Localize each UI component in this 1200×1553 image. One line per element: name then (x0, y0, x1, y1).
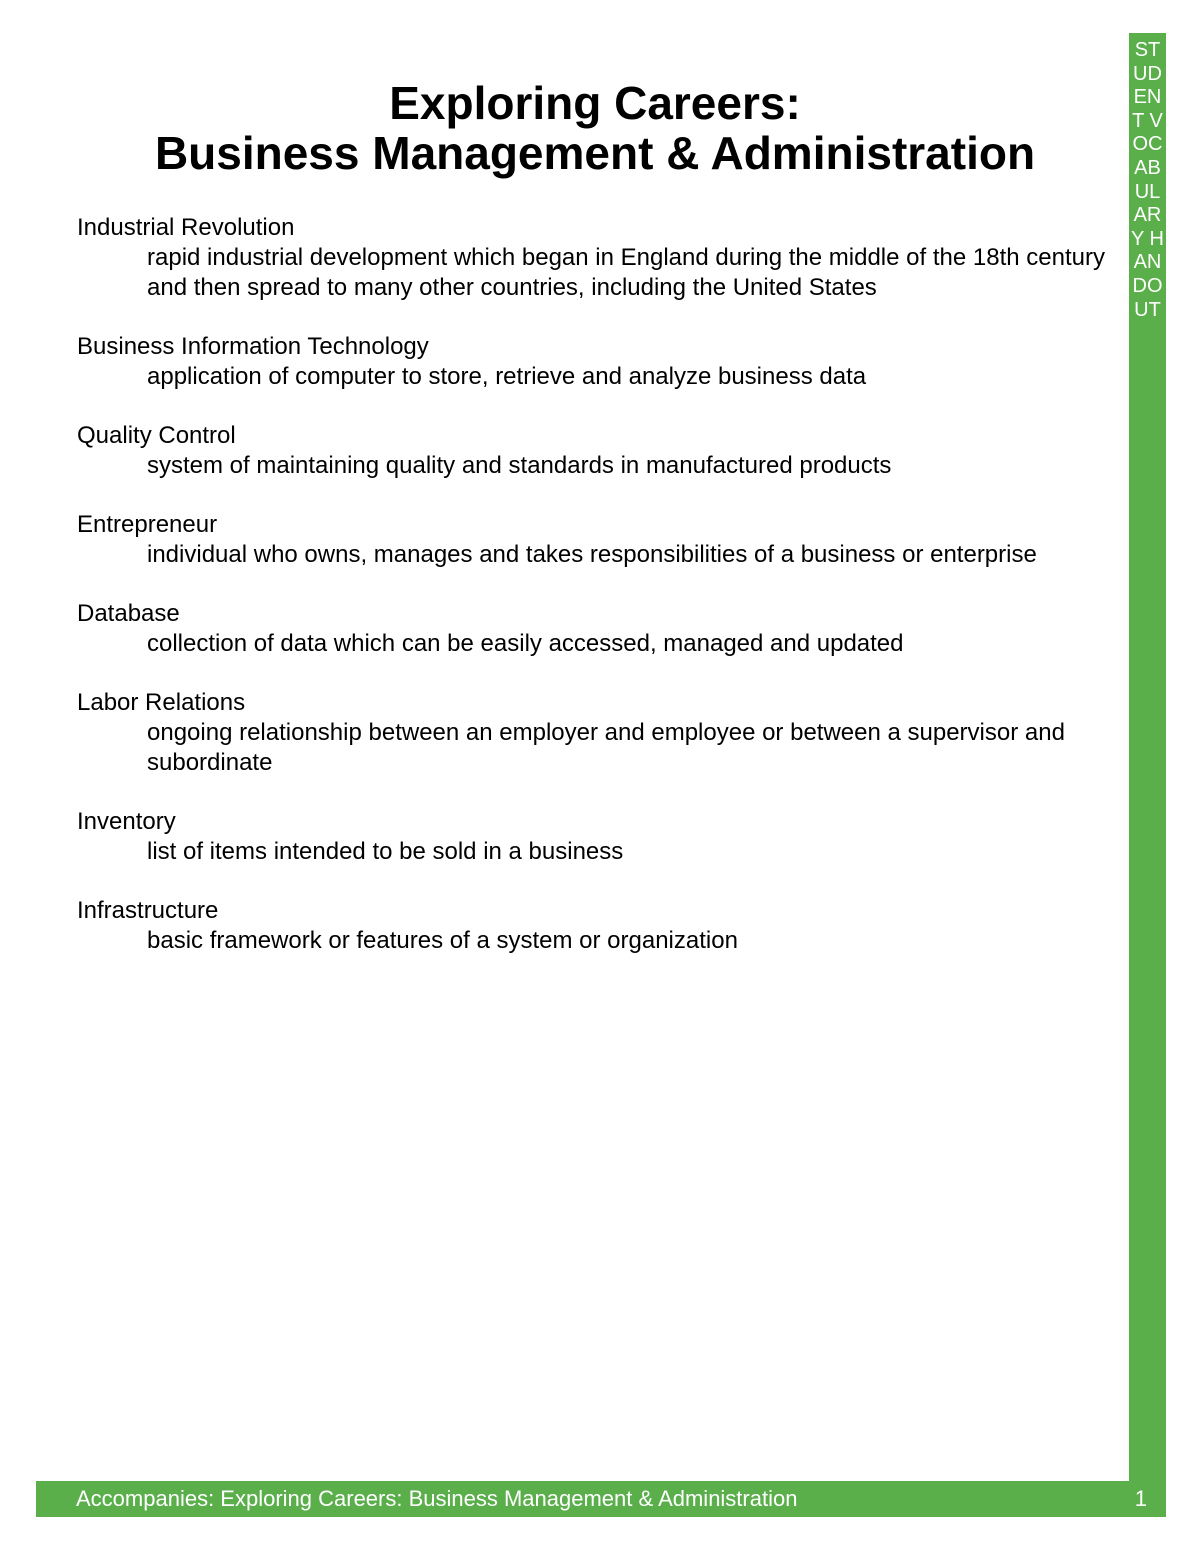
vocab-entry (77, 688, 1117, 778)
title-line-2: Business Management & Administration (154, 127, 1036, 179)
footer-bar (36, 1481, 1166, 1517)
page-title (40, 78, 1150, 178)
vocab-entry (77, 332, 1117, 392)
vocab-term: Business Information Technology (77, 333, 429, 360)
vocab-entry (77, 896, 1117, 956)
vocab-term: Entrepreneur (77, 511, 218, 538)
vocab-definition: system of maintaining quality and standards in manufactured products (147, 452, 892, 479)
footer-text: Accompanies: Exploring Careers: Business Management & Administration (76, 1486, 798, 1511)
vocab-entry (77, 213, 1117, 303)
sidebar-label: STUDENT VOCABULARY HANDOUT (1131, 39, 1164, 321)
vocab-definition: basic framework or features of a system or organization (147, 927, 738, 954)
page-number: 1 (1134, 1486, 1147, 1511)
vocab-term: Quality Control (77, 422, 236, 449)
title-line-1: Exploring Careers: (389, 77, 801, 129)
vocab-definition: collection of data which can be easily accessed, managed and updated (147, 630, 904, 657)
vocab-term: Infrastructure (77, 897, 219, 924)
vocab-entry (77, 807, 1117, 867)
vocab-entry (77, 599, 1117, 659)
vocab-entry (77, 510, 1117, 570)
vocab-definition: individual who owns, manages and takes responsibilities of a business or enterprise (147, 541, 1037, 568)
vocab-definition: rapid industrial development which began in England during the middle of the 18th century and then spread to many other countries, including the United States (147, 244, 1105, 301)
vocab-definition: application of computer to store, retrieve and analyze business data (147, 363, 867, 390)
vocab-term: Labor Relations (77, 689, 246, 716)
vocab-definition: ongoing relationship between an employer and employee or between a supervisor and subordinate (147, 719, 1065, 776)
vocab-entry (77, 421, 1117, 481)
vocab-term: Database (77, 600, 180, 627)
vocab-term: Industrial Revolution (77, 214, 295, 241)
vocabulary-list (77, 213, 1117, 985)
sidebar-bar (1129, 33, 1166, 1484)
vocab-term: Inventory (77, 808, 176, 835)
vocab-definition: list of items intended to be sold in a business (147, 838, 624, 865)
